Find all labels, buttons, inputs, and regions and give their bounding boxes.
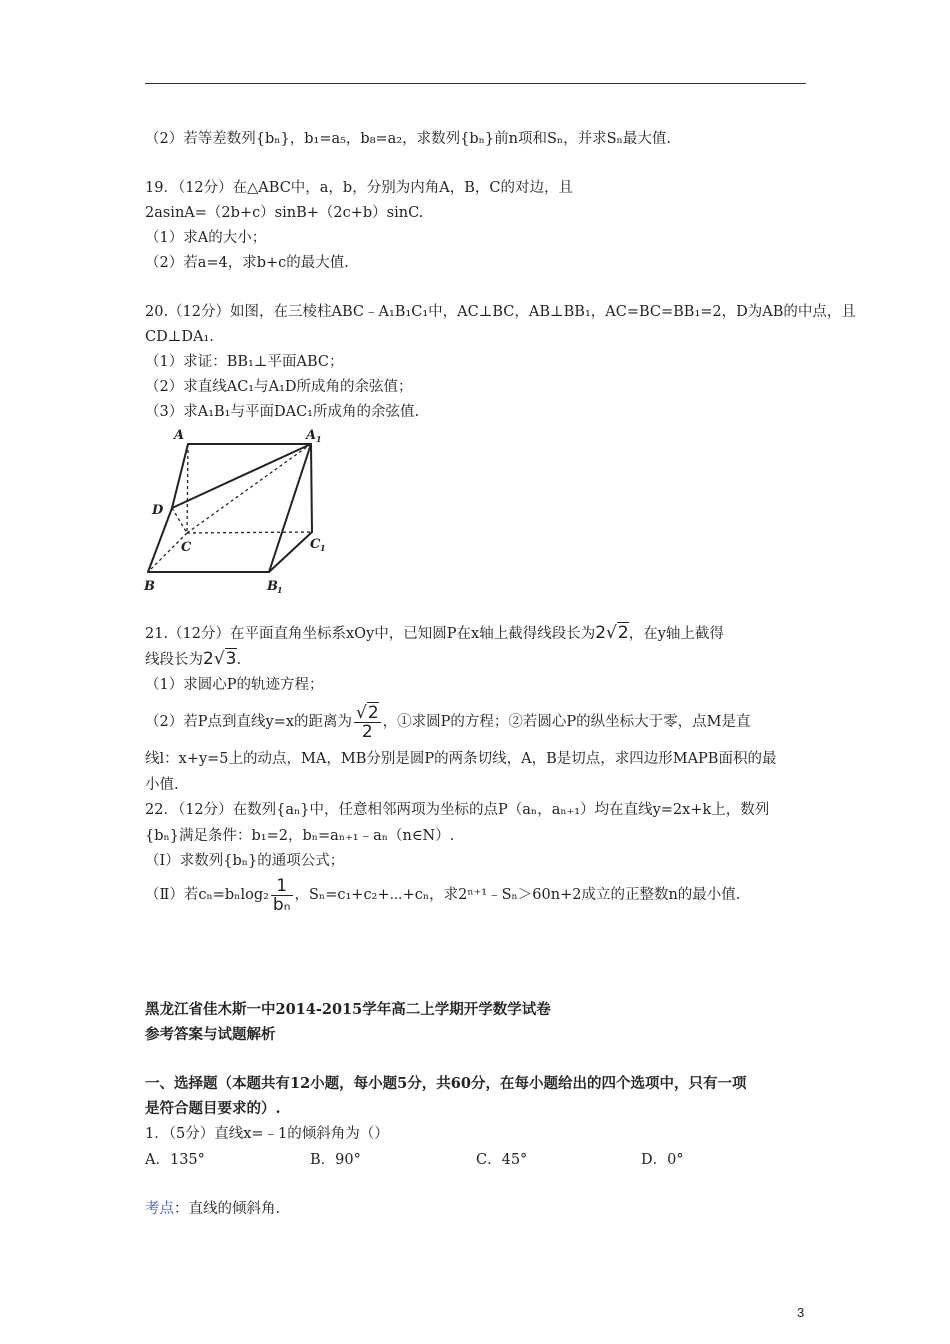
q19-line2: 2asinA=（2b+c）sinB+（2c+b）sinC.: [145, 205, 424, 221]
sqrt-2-expression: 2√2: [595, 623, 629, 643]
page-number: 3: [797, 1305, 805, 1320]
q18-part2: （2）若等差数列{bₙ}，b₁=a₅，b₈=a₂，求数列{bₙ}前n项和Sₙ，并求Sₙ最大值.: [145, 131, 671, 147]
label-A: A: [174, 428, 185, 443]
q21-line1: 21.（12分）在平面直角坐标系xOy中，已知圆P在x轴上截得线段长为2√2，在y轴上截得: [145, 623, 724, 643]
option-d: D．0°: [641, 1152, 684, 1168]
kaodian-label: 考点: [145, 1201, 174, 1217]
kaodian-line: [145, 1200, 280, 1218]
label-C: C: [181, 540, 192, 555]
q20-part3: （3）求A₁B₁与平面DAC₁所成角的余弦值.: [145, 404, 420, 420]
q20-line1: 20.（12分）如图，在三棱柱ABC﹣A₁B₁C₁中，AC⊥BC，AB⊥BB₁，AC=BC=BB₁=2，D为AB的中点，且: [145, 304, 856, 320]
label-A1: A: [306, 428, 317, 443]
fraction-1-over-bn: $\frac{1}{\text{bₙ}}$: [272, 875, 291, 915]
prism-figure: [142, 425, 342, 597]
option-a: A．135°: [145, 1152, 205, 1168]
q21-line2: 线段长为2√3.: [145, 649, 242, 669]
q22-line2: {bₙ}满足条件：b₁=2，bₙ=aₙ₊₁﹣aₙ（n∈N）.: [145, 828, 455, 844]
label-A1-sub: 1: [316, 434, 322, 444]
label-D: D: [152, 503, 164, 518]
label-C1: C: [310, 537, 321, 552]
header-rule: [145, 83, 806, 84]
q21-part2: （2）若P点到直线y=x的距离为 $\frac{√2}{2}$ ，①求圆P的方程；②若圆心P的纵坐标大于零，点M是直: [145, 702, 751, 742]
q20-part2: （2）求直线AC₁与A₁D所成角的余弦值；: [145, 379, 413, 395]
q19-line1: 19．（12分）在△ABC中，a，b，分别为内角A，B，C的对边，且: [145, 180, 573, 196]
section1-line1: 一、选择题（本题共有12小题，每小题5分，共60分，在每小题给出的四个选项中，只有一项: [145, 1075, 747, 1092]
q22-line1: 22．（12分）在数列{aₙ}中，任意相邻两项为坐标的点P（aₙ，aₙ₊₁）均在直线y=2x+k上，数列: [145, 802, 770, 818]
q19-part2: （2）若a=4，求b+c的最大值.: [145, 255, 349, 271]
fraction-sqrt2-over-2: $\frac{√2}{2}$: [356, 702, 379, 742]
q20-part1: （1）求证：BB₁⊥平面ABC；: [145, 354, 344, 370]
option-c: C．45°: [476, 1152, 528, 1168]
q19-part1: （1）求A的大小；: [145, 230, 267, 246]
answer-q1: 1．（5分）直线x=﹣1的倾斜角为（）: [145, 1126, 389, 1142]
q21-part1: （1）求圆心P的轨迹方程；: [145, 677, 324, 693]
option-b: B．90°: [310, 1152, 361, 1168]
q21-line4: 线l：x+y=5上的动点，MA，MB分别是圆P的两条切线，A，B是切点，求四边形MAPB面积的最: [145, 751, 777, 767]
label-B1-sub: 1: [277, 585, 283, 595]
label-C1-sub: 1: [320, 543, 326, 553]
label-B1: B: [267, 579, 278, 594]
kaodian-text: ：直线的倾斜角.: [174, 1201, 281, 1217]
q22-part2: （Ⅱ）若cₙ=bₙlog₂ $\frac{1}{\text{bₙ}}$ ，Sₙ=c₁+c₂+⋯+cₙ，求2ⁿ⁺¹﹣Sₙ＞60n+2成立的正整数n的最小值.: [145, 875, 741, 915]
q21-line5: 小值.: [145, 777, 179, 793]
section1-line2: 是符合题目要求的）.: [145, 1100, 281, 1117]
sqrt-3-expression: 2√3: [203, 649, 237, 669]
label-B: B: [144, 579, 155, 594]
answers-subtitle: 参考答案与试题解析: [145, 1026, 276, 1043]
answers-title: 黑龙江省佳木斯一中2014-2015学年高二上学期开学数学试卷: [145, 1001, 551, 1018]
q22-part1: （Ⅰ）求数列{bₙ}的通项公式；: [145, 853, 345, 869]
q20-line2: CD⊥DA₁.: [145, 329, 214, 345]
